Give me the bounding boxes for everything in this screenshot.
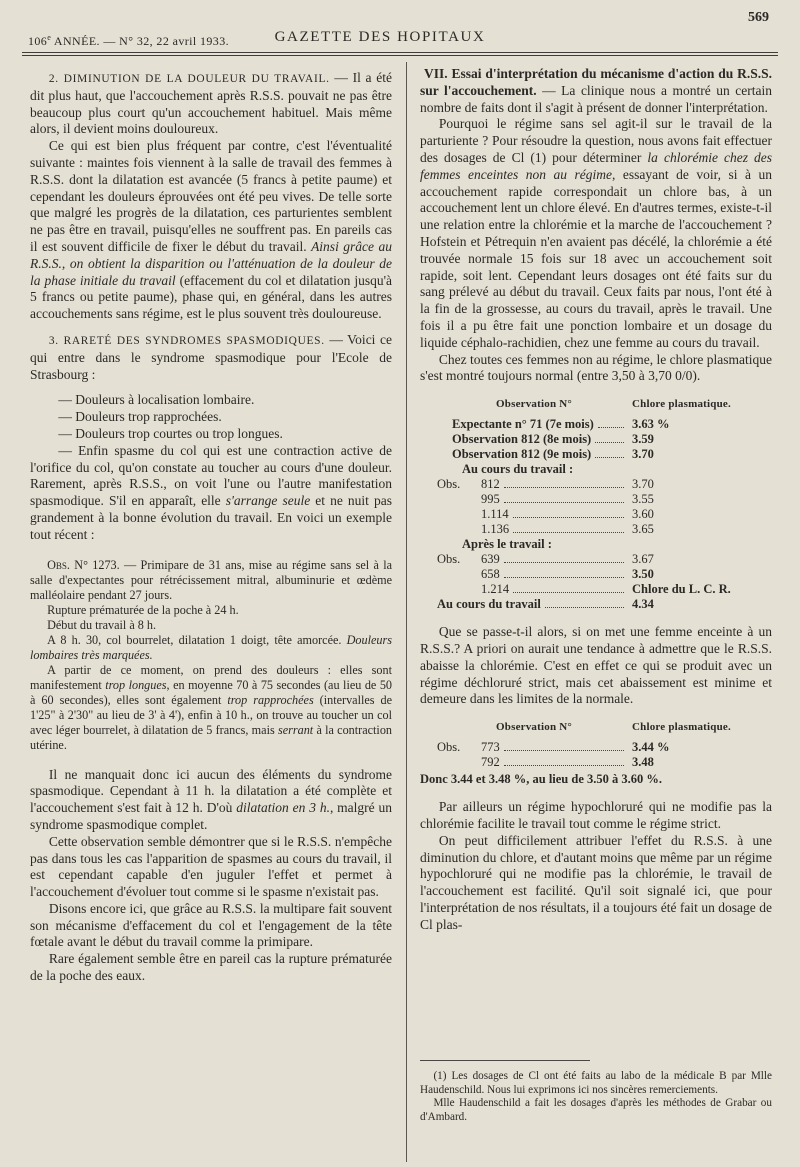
table-row [420,567,772,582]
observation-rupture: Rupture prématurée de la poche à 24 h. [47,602,239,617]
observation-comment: Cette observation semble démontrer que si le R.S.S. n'empêche pas dans tous les cas l'apparition de spasmes au cours du travail, il est cependant capable d'en juguler l'effet et permet à l'accouchement d'évoluer tout comme si le spasme n'existait pas. [30,833,392,900]
list-item: — Douleurs trop rapprochées. [58,409,222,425]
text-run: A partir de ce moment, on prend des douleurs : elles sont manifestement [30,662,392,692]
footnote-2: Mlle Haudenschild a fait les dosages d'après les méthodes de Grabar ou d'Ambard. [420,1097,772,1123]
row-prefix: Obs. [437,477,461,492]
text-run: à la contraction utérine. [30,722,393,752]
row-value: Chlore du L. C. R. [632,582,731,597]
list-item: — Douleurs trop courtes ou trop longues. [58,425,283,441]
section-3-text: — Voici ce qui entre dans le syndrome spasmodique pour l'Ecole de Strasbourg : [30,331,392,382]
dot-leader [513,592,624,593]
dot-leader [504,765,624,766]
observation-exam [30,633,392,663]
table-row [420,552,772,567]
section-7-text: — La clinique nous a montré un certain nombre de faits dont il s'agit à présent de donner l'interprétation. [420,82,772,115]
column-header-observation: Observation N° [496,398,572,411]
dot-leader [595,457,624,458]
dot-leader [504,750,624,751]
section-2-heading: 2. DIMINUTION DE LA DOULEUR DU TRAVAIL. [48,73,330,85]
table-header [420,720,772,735]
rupture-rare-paragraph: Rare également semble être en pareil cas la rupture prématurée de la poche des eaux. [30,951,392,984]
row-prefix: Obs. [437,740,461,755]
row-value: 3.44 % [632,740,670,755]
column-header-chlorine: Chlore plasmatique. [632,721,731,734]
row-value: 3.50 [632,567,654,582]
dot-leader [504,562,624,563]
italic-text: trop rapprochées [227,692,314,707]
table-row [420,740,772,755]
row-label: Expectante n° 71 (7e mois) [452,417,594,432]
observation-contractions [30,663,392,753]
row-prefix: Obs. [437,552,461,567]
table-summary: Donc 3.44 et 3.48 %, au lieu de 3.50 à 3.60 %. [420,772,663,787]
row-label: Au cours du travail [437,597,541,612]
row-number: 995 [481,492,500,507]
row-value: 3.65 [632,522,654,537]
row-value: 3.70 [632,447,654,462]
right-column [420,66,772,934]
page-number: 569 [748,10,769,25]
text-run: Il ne manquait donc ici aucun des éléments du syndrome spasmodique. Cependant à 11 h. la dilatation a été complète et l'accouchement s'est fait à 12 h. D'où [30,766,392,816]
list-item: — Douleurs à localisation lombaire. [58,392,255,408]
dot-leader [598,427,624,428]
table-row [420,432,772,447]
footnotes [420,1070,772,1124]
text-run: (intervalles de 1'25" à 2'30" au lieu de 3' à 4'), enfin à 10 h., on trouve au toucher un col avec léger bourrelet, à dilatation de 5 francs, mais [30,692,392,737]
table-subheading-during-labour: Au cours du travail : [462,462,574,477]
italic-text: la chlorémie chez des femmes enceintes non au régime [420,149,772,182]
row-number: 1.114 [481,507,509,522]
spasm-criteria-list [30,392,392,543]
section-7-paragraph [420,66,772,116]
text-run: , en moyenne 70 à 75 secondes (au lieu de 50 à 60 secondes), elles sont également [30,677,393,707]
table-row [420,447,772,462]
section-2-paragraph [30,70,392,138]
normal-chlorine-paragraph: Chez toutes ces femmes non au régime, le chlore plasmatique s'est montré toujours normal (entre 3,50 à 3,70 0/0). [420,351,772,384]
left-column [30,70,392,985]
row-label: Observation 812 (9e mois) [452,447,592,462]
row-value: 3.59 [632,432,654,447]
text-run: , essayant de voir, si à un accouchement rapide correspondait un chlore bas, à un accouchement lent un chlore élevé. En d'autres termes, existe-t-il une relation entre la chlorémie et la marche de l'accouchement ? Hofstein et Pétrequin n'en avaient pas décélé, la chlorémie a été trouvée normale 15 fois sur 18 avec un accouchement soit rapide, soit lent. Cependant leurs dosages ont été faits sur du sang prélevé au début du travail. Ceux faits par nous, l'ont été à la fin de la grossesse, au cours du travail, après le travail. Une fois il a pu être fait une ponction lombaire et un dosage du liquide céphalo-rachidien, chez une femme au cours du travail. [420,166,772,350]
list-item [30,443,392,544]
edition-suffix: e [47,33,52,42]
row-number: 658 [481,567,500,582]
table-row [420,507,772,522]
observation-labour-start: Début du travail à 8 h. [47,617,157,632]
text-run: (effacement du col et dilatation jusqu'à 5 francs ou petite paume), phase qui, en général, dans les autres accouchements sans régime, est le plus souvent très douloureuse. [30,272,392,322]
table-row [420,597,772,612]
observation-1273 [30,558,392,753]
header-rule [22,52,778,56]
row-number: 773 [481,740,500,755]
column-header-observation: Observation N° [496,721,572,734]
column-divider [406,62,407,1162]
italic-text: dilatation en 3 h. [236,800,330,816]
text-run: et ne nuit pas grandement à la bonne évolution du travail. En voici un exemple tout récent : [30,493,392,542]
dot-leader [504,577,624,578]
text-run: Ce qui est bien plus fréquent par contre, c'est l'éventualité suivante : maintes fois viennent à la salle de travail des femmes à R.S.S. dont la dilatation est avancée (5 francs à petite paume) et cependant les douleurs éprouvées ont été peu vives. De telle sorte que malgré les progrès de la dilatation, ces parturientes semblent ne pas être en travail, puisqu'elles ne souffrent pas. En pareils cas il est souvent difficile de fixer le début du travail. [30,138,392,254]
difficult-attribution-paragraph: On peut difficilement attribuer l'effet du R.S.S. à une diminution du chlore, et d'autant moins que même par un régime hypochloruré qui ne modifie pas la chlorémie, le travail de l'accouchement est facilité. Qu'il soit signalé ici, que pour l'interprétation de nos résultats, il a toujours été fait un dosage de Cl plas- [420,832,772,932]
text-run: Pourquoi le régime sans sel agit-il sur le travail de la parturiente ? Pour résoudre la question, nous avons fait effectuer des dosages de Cl (1) pour déterminer [420,116,772,165]
chlorine-table-1 [420,397,772,612]
section-7-heading: VII. Essai d'interprétation du mécanisme d'action du R.S.S. sur l'accouchement. [420,66,772,98]
row-label: Observation 812 (8e mois) [452,432,592,447]
row-value: 3.67 [632,552,654,567]
observation-label: Obs. N° 1273. [47,557,120,572]
text-run: A 8 h. 30, col bourrelet, dilatation 1 doigt, tête amorcée. [47,632,347,647]
section-2-text: — Il a été dit plus haut, que l'accouchement après R.S.S. pouvait ne pas être beaucoup plus court qu'un accouchement habituel. Mais même alors, il devient moins douloureux. [30,70,392,137]
italic-text: s'arrange seule [225,493,311,509]
text-run: — Primipare de 31 ans, mise au régime sans sel à la salle d'expectantes pour rétrécissement mitral, albuminurie et œdème malléolaire pendant 27 jours. [30,557,392,602]
chlorine-table-2 [420,720,772,787]
dot-leader [513,532,624,533]
table-header [420,397,772,412]
table-subheading-after-labour: Après le travail : [462,537,552,552]
row-value: 3.48 [632,755,654,770]
table-row [420,755,772,770]
table-row [420,492,772,507]
section-3-paragraph [30,332,392,383]
dot-leader [513,517,624,518]
dot-leader [504,487,624,488]
edition-number: 106 [28,34,48,48]
table-row [420,477,772,492]
dot-leader [545,607,624,608]
footnote-rule [420,1060,590,1061]
row-number: 1.136 [481,522,510,537]
column-header-chlorine: Chlore plasmatique. [632,398,731,411]
dot-leader [595,442,624,443]
hypochloride-paragraph: Par ailleurs un régime hypochloruré qui ne modifie pas la chlorémie facilite le travail tout comme le régime strict. [420,799,772,831]
journal-title: GAZETTE DES HOPITAUX [274,29,486,45]
italic-text: serrant [277,722,314,737]
italic-text: Douleurs lombaires très marquées. [30,632,392,662]
row-number: 1.214 [481,582,510,597]
text-run: — Enfin spasme du col qui est une contraction active de l'orifice du col, qu'on constate au toucher au cours d'une douleur. Rarement, après R.S.S., on voit l'une ou l'autre manifestation spasmodique. S'il en apparaît, elle [30,442,392,509]
row-value: 3.55 [632,492,654,507]
row-value: 3.70 [632,477,654,492]
dot-leader [504,502,624,503]
table-row [420,582,772,597]
observation-intro [30,558,392,603]
row-value: 3.60 [632,507,654,522]
conclusion-spasm [30,767,392,834]
text-run: , malgré un syndrome spasmodique complet. [30,800,393,832]
row-number: 812 [481,477,500,492]
row-number: 639 [481,552,500,567]
question-paragraph [420,116,772,351]
table-row [420,417,772,432]
salt-free-effect-paragraph: Que se passe-t-il alors, si on met une femme enceinte à un R.S.S.? A priori on aurait une tendance à admettre que le R.S.S. abaisse la chlorémie. C'est en effet ce qui se produit avec un régime déchloruré strict, mais cet abaissement est minime et demeure dans les limites de la normale. [420,624,772,707]
paragraph-frequency [30,138,392,323]
footnote-1: (1) Les dosages de Cl ont été faits au labo de la médicale B par Mlle Haudenschild. Nous lui exprimons ici nos sincères remerciements. [420,1070,772,1096]
table-row [420,522,772,537]
italic-text: Ainsi grâce au R.S.S., on obtient la disparition ou l'atténuation de la douleur de la phase initiale du travail [30,238,393,288]
italic-text: trop longues [105,677,167,692]
row-value: 4.34 [632,597,654,612]
multipare-paragraph: Disons encore ici, que grâce au R.S.S. la multipare fait souvent son mécanisme d'effacement du col et l'engagement de la tête fœtale avant le début du travail comme la primipare. [30,900,392,950]
row-number: 792 [481,755,500,770]
section-3-heading: 3. RARETÉ DES SYNDROMES SPASMODIQUES. [48,334,325,347]
row-value: 3.63 % [632,417,670,432]
edition-line [28,33,229,49]
edition-details: ANNÉE. — N° 32, 22 avril 1933. [51,34,230,48]
